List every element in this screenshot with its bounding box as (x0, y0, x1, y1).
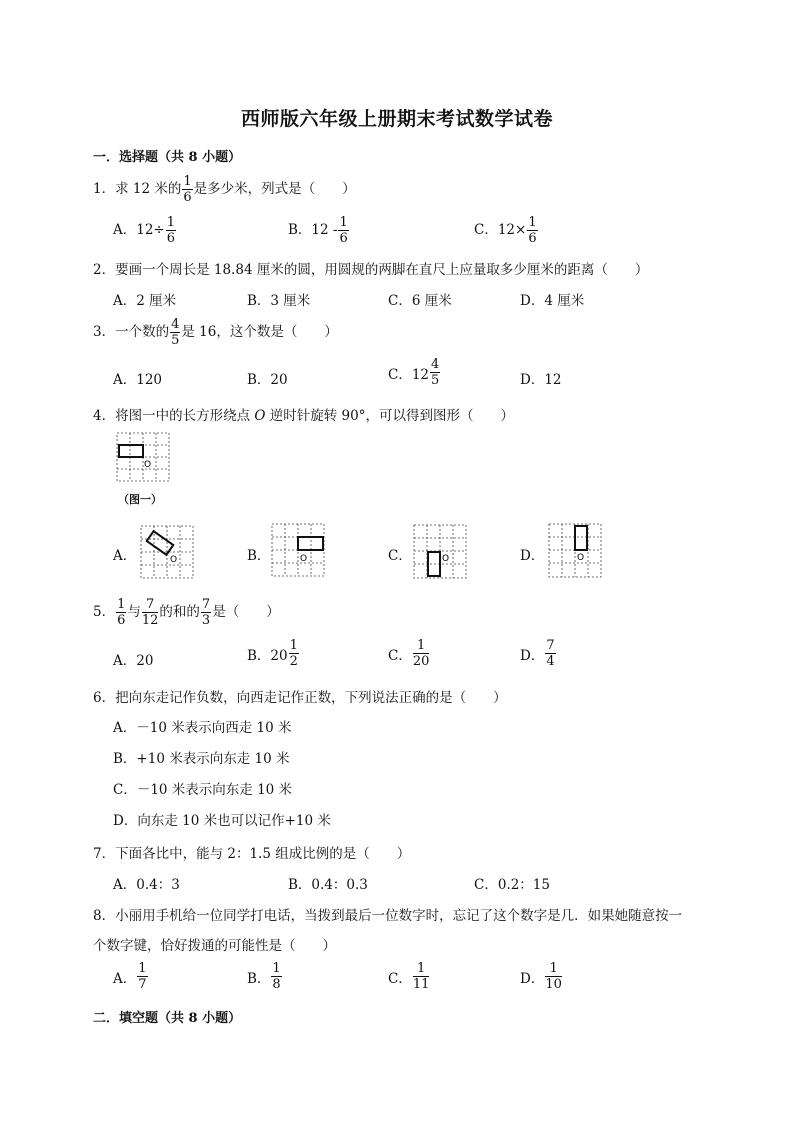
q8-option-b[interactable] (247, 962, 283, 991)
q1-option-a[interactable] (113, 216, 177, 245)
q3-option-a[interactable]: A．120 (113, 372, 163, 388)
question-6: 6．把向东走记作负数，向西走记作正数，下列说法正确的是（ ） (93, 690, 507, 706)
q4-stem-post: 逆时针旋转 90°，可以得到图形（ ） (265, 408, 514, 424)
rectangle-shape (119, 445, 143, 457)
option-label: C．12 (388, 366, 430, 383)
numerator: 1 (339, 215, 348, 230)
numerator: 7 (201, 597, 211, 612)
q5-text-sum-of: 的和的 (159, 604, 200, 620)
point-o-label: O (144, 460, 152, 470)
q4-stem-pre: 4．将图一中的长方形绕点 (93, 408, 255, 424)
section-fill-in-heading: 二．填空题（共 8 小题） (93, 1011, 242, 1026)
option-label: C． (388, 970, 412, 987)
point-o-label: O (442, 554, 450, 564)
q4-option-a[interactable]: A． (113, 548, 137, 564)
denominator: 6 (166, 231, 176, 246)
q3-stem-post: 是 16，这个数是（ ） (181, 324, 338, 340)
question-5: 5． $\frac{1}{6}$ 与 $\frac{7}{12}$ 的和的 $\frac{7}{3}$ 是（ ） (93, 597, 280, 628)
q3-stem-pre: 3．一个数的 (93, 324, 170, 340)
q4-option-a-figure[interactable] (140, 525, 196, 579)
q5-option-c[interactable] (388, 639, 430, 668)
q8-option-a[interactable] (113, 962, 149, 991)
rectangle-shape (298, 537, 323, 550)
question-4 (93, 404, 514, 424)
q5-option-a[interactable]: A．20 (113, 653, 154, 669)
option-label: B．20 (247, 647, 288, 664)
option-label: B．12 - (288, 222, 338, 238)
option-label: C．12× (474, 222, 527, 238)
q7-option-b[interactable]: B．0.4：0.3 (288, 877, 368, 893)
q4-option-c[interactable]: C． (388, 548, 412, 564)
q3-option-d[interactable]: D．12 (520, 372, 562, 388)
q4-option-d-figure[interactable] (548, 523, 604, 579)
option-label: B． (247, 970, 271, 987)
figure-one-grid (116, 432, 172, 484)
numerator: 7 (546, 638, 555, 653)
point-o: O (254, 408, 266, 424)
denominator: 20 (412, 654, 430, 669)
numerator: 1 (117, 597, 126, 612)
q3-option-c[interactable] (388, 358, 441, 387)
page-title: 西师版六年级上册期末考试数学试卷 (240, 108, 553, 130)
denominator: 7 (138, 977, 147, 992)
section-choice-heading: 一．选择题（共 8 小题） (93, 150, 242, 165)
question-7: 7．下面各比中，能与 2：1.5 组成比例的是（ ） (93, 846, 411, 862)
q3-option-b[interactable]: B．20 (247, 372, 288, 388)
rotated-rectangle (147, 531, 174, 555)
q6-option-a[interactable]: A．－10 米表示向西走 10 米 (113, 720, 292, 736)
point-o-label: O (577, 553, 585, 563)
q7-option-a[interactable]: A．0.4：3 (113, 877, 180, 893)
denominator: 5 (171, 333, 180, 348)
q4-option-b[interactable]: B． (247, 548, 271, 564)
q2-option-d[interactable]: D．4 厘米 (520, 293, 585, 309)
numerator: 4 (171, 317, 180, 332)
q6-option-d[interactable]: D．向东走 10 米也可以记作+10 米 (113, 813, 331, 829)
q5-text-with: 与 (127, 604, 141, 620)
q1-option-c[interactable] (474, 216, 539, 245)
denominator: 4 (546, 654, 555, 669)
denominator: 6 (339, 231, 348, 246)
denominator: 6 (117, 613, 126, 628)
question-8-line-1: 8．小丽用手机给一位同学打电话，当拨到最后一位数字时，忘记了这个数字是几．如果她随意按一 (93, 908, 683, 924)
question-2: 2．要画一个周长是 18.84 厘米的圆，用圆规的两脚在直尺上应量取多少厘米的距离（ ） (93, 262, 649, 278)
point-o-label: O (300, 554, 308, 564)
rectangle-shape (575, 526, 587, 550)
numerator: 1 (413, 962, 430, 977)
q5-stem-post: 是（ ） (212, 604, 280, 620)
numerator: 1 (528, 215, 537, 230)
numerator: 1 (138, 961, 147, 976)
q6-option-c[interactable]: C．－10 米表示向东走 10 米 (113, 782, 293, 798)
q4-option-b-figure[interactable] (271, 523, 327, 577)
point-o-label: O (170, 555, 178, 565)
q4-option-d[interactable]: D． (520, 548, 545, 564)
numerator: 1 (413, 639, 430, 654)
option-label: D． (520, 970, 545, 987)
option-label: C． (388, 647, 412, 664)
q1-stem-post: 是多少米，列式是（ ） (193, 181, 356, 197)
question-1 (93, 175, 356, 204)
q8-option-c[interactable] (388, 962, 430, 991)
question-3 (93, 318, 338, 347)
denominator: 6 (183, 190, 192, 205)
numerator: 1 (545, 962, 562, 977)
figure-one-label: （图一） (118, 493, 162, 506)
q2-option-b[interactable]: B．3 厘米 (247, 293, 311, 309)
question-8-line-2: 个数字键，恰好拨通的可能性是（ ） (93, 938, 336, 954)
denominator: 10 (545, 977, 562, 992)
denominator: 11 (412, 977, 430, 992)
q1-stem-pre: 1．求 12 米的 (93, 181, 182, 197)
q2-option-a[interactable]: A．2 厘米 (113, 293, 177, 309)
denominator: 5 (431, 373, 440, 388)
q2-option-c[interactable]: C．6 厘米 (388, 293, 452, 309)
numerator: 1 (272, 961, 281, 976)
denominator: 6 (528, 231, 537, 246)
numerator: 7 (142, 598, 159, 613)
q4-option-c-figure[interactable] (413, 524, 469, 580)
q5-option-b[interactable] (247, 639, 300, 668)
numerator: 1 (166, 215, 176, 230)
q7-option-c[interactable]: C．0.2：15 (474, 877, 550, 893)
q1-option-b[interactable] (288, 216, 350, 245)
q8-option-d[interactable] (520, 962, 563, 991)
q6-option-b[interactable]: B．+10 米表示向东走 10 米 (113, 751, 290, 767)
denominator: 2 (289, 654, 298, 669)
numerator: 4 (431, 357, 440, 372)
numerator: 1 (289, 638, 298, 653)
denominator: 3 (201, 613, 211, 628)
option-label: D． (520, 647, 545, 664)
denominator: 8 (272, 977, 281, 992)
option-label: A． (113, 970, 137, 987)
q5-option-d[interactable] (520, 639, 557, 668)
option-label: A．12÷ (113, 222, 165, 238)
q1-fraction (182, 175, 192, 204)
denominator: 12 (141, 613, 159, 628)
numerator: 1 (183, 174, 192, 189)
